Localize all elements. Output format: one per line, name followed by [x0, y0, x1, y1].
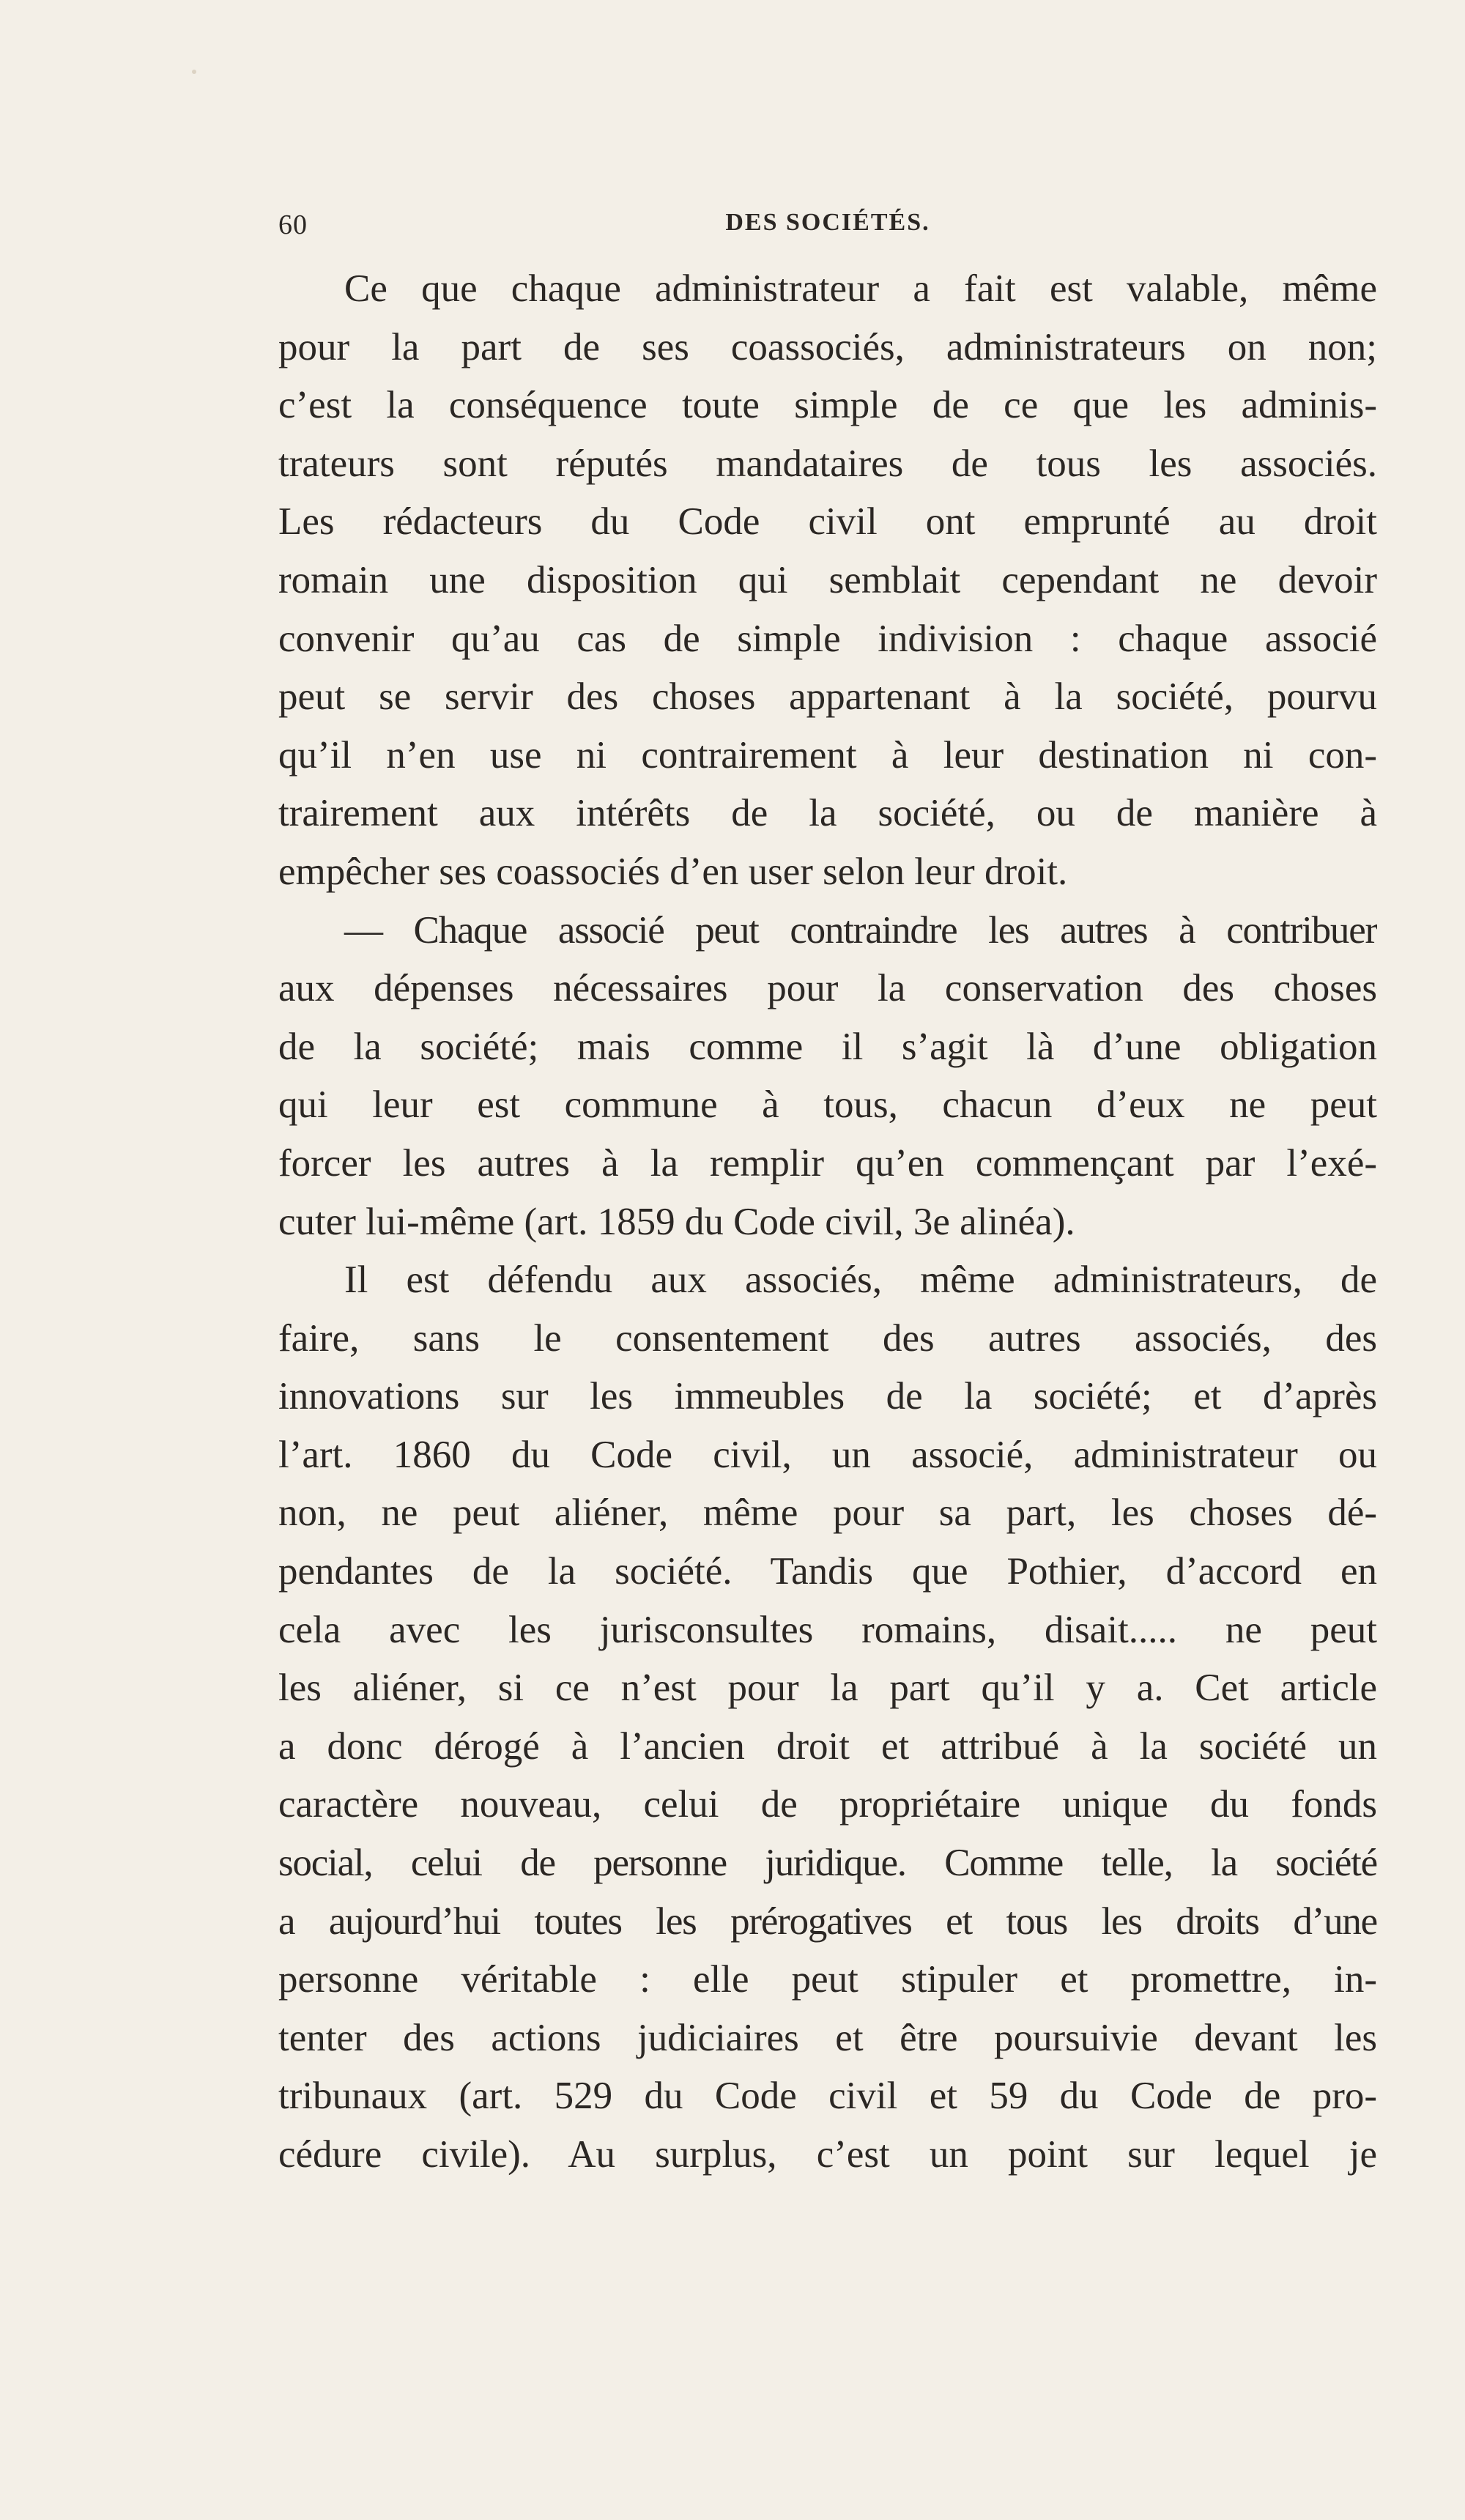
text-line: Les rédacteurs du Code civil ont emprunté au droit	[278, 500, 1377, 544]
text-line: aux dépenses nécessaires pour la conservation des choses	[278, 967, 1377, 1010]
text-line: les aliéner, si ce n’est pour la part qu’il y a. Cet article	[278, 1667, 1377, 1710]
text-line: cédure civile). Au surplus, c’est un point sur lequel je	[278, 2133, 1377, 2176]
paper-speck	[192, 70, 196, 74]
text-line: personne véritable : elle peut stipuler et promettre, in-	[278, 1958, 1377, 2001]
text-line: de la société; mais comme il s’agit là d’une obligation	[278, 1025, 1377, 1068]
text-line: forcer les autres à la remplir qu’en commençant par l’exé-	[278, 1141, 1377, 1185]
text-line: tenter des actions judiciaires et être poursuivie devant les	[278, 2016, 1377, 2059]
text-line: pour la part de ses coassociés, administrateurs on non;	[278, 325, 1377, 368]
text-line: caractère nouveau, celui de propriétaire unique du fonds	[278, 1783, 1377, 1826]
page-header	[278, 209, 1377, 245]
text-line: romain une disposition qui semblait cependant ne devoir	[278, 558, 1377, 601]
text-line: faire, sans le consentement des autres associés, des	[278, 1316, 1377, 1360]
text-line: innovations sur les immeubles de la société; et d’après	[278, 1375, 1377, 1418]
text-line: convenir qu’au cas de simple indivision : chaque associé	[278, 617, 1377, 660]
text-line: cela avec les jurisconsultes romains, disait..... ne peut	[278, 1608, 1377, 1651]
text-line: social, celui de personne juridique. Comme telle, la société	[278, 1842, 1377, 1885]
text-line: tribunaux (art. 529 du Code civil et 59 du Code de pro-	[278, 2075, 1377, 2118]
text-line: cuter lui-même (art. 1859 du Code civil, 3e alinéa).	[278, 1200, 1075, 1243]
text-line: c’est la conséquence toute simple de ce que les adminis-	[278, 384, 1377, 427]
text-line: Il est défendu aux associés, même administrateurs, de	[344, 1259, 1377, 1302]
text-line: pendantes de la société. Tandis que Pothier, d’accord en	[278, 1550, 1377, 1593]
text-line: — Chaque associé peut contraindre les autres à contribuer	[344, 908, 1377, 952]
text-line: trateurs sont réputés mandataires de tous les associés.	[278, 442, 1377, 485]
text-line: a donc dérogé à l’ancien droit et attribué à la société un	[278, 1724, 1377, 1768]
text-line: a aujourd’hui toutes les prérogatives et tous les droits d’une	[278, 1900, 1377, 1943]
running-title: DES SOCIÉTÉS.	[725, 209, 930, 236]
text-line: trairement aux intérêts de la société, ou de manière à	[278, 792, 1377, 835]
body-text	[278, 260, 1377, 2184]
text-line: Ce que chaque administrateur a fait est valable, même	[344, 267, 1377, 310]
text-line: l’art. 1860 du Code civil, un associé, administrateur ou	[278, 1433, 1377, 1476]
text-line: qui leur est commune à tous, chacun d’eux ne peut	[278, 1083, 1377, 1127]
text-line: non, ne peut aliéner, même pour sa part, les choses dé-	[278, 1491, 1377, 1535]
page-number: 60	[278, 210, 308, 240]
text-line: peut se servir des choses appartenant à la société, pourvu	[278, 675, 1377, 719]
text-line: qu’il n’en use ni contrairement à leur destination ni con-	[278, 733, 1377, 777]
text-line: empêcher ses coassociés d’en user selon leur droit.	[278, 850, 1068, 893]
